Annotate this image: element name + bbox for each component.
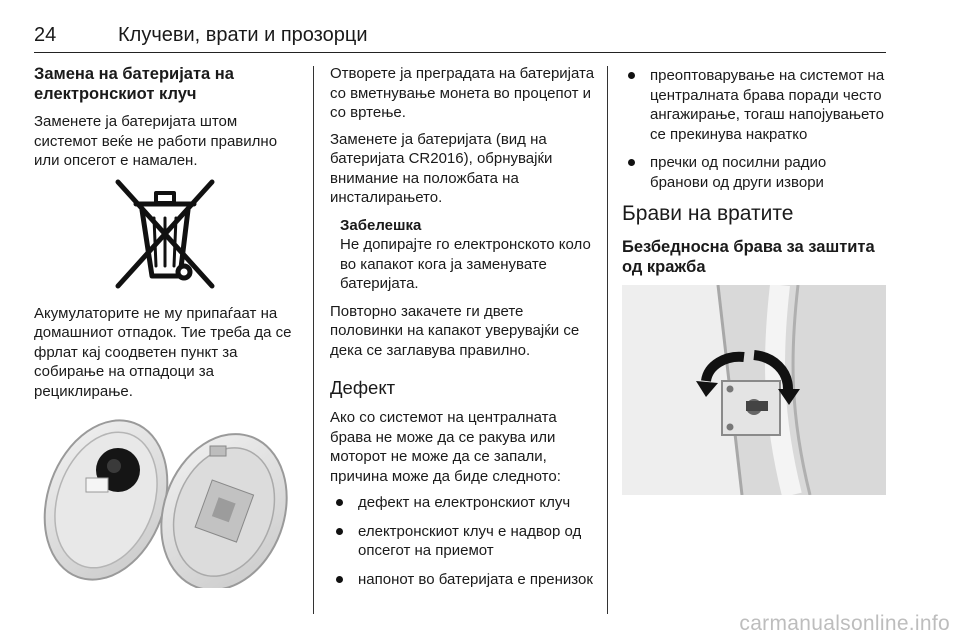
note-box xyxy=(330,216,595,294)
crossed-bin-icon xyxy=(34,178,296,290)
list-item: дефект на електронскиот клуч xyxy=(330,493,595,513)
paragraph: Ако со системот на централната брава не може да се ракува или моторот не може да се запали, причина може да биде следното: xyxy=(330,409,561,485)
page-number: 24 xyxy=(34,23,57,46)
bullet-dot xyxy=(628,72,635,79)
bullet-dot xyxy=(336,499,343,506)
list-item: пречки од посилни радио бранови од други извори xyxy=(622,153,887,192)
note-title: Забелешка xyxy=(340,216,422,234)
door-lock-figure xyxy=(622,285,886,495)
paragraph: Повторно закачете ги двете половинки на капакот уверувајќи се дека се заглавува правилно. xyxy=(330,302,580,359)
bullet-dot xyxy=(336,528,343,535)
section-heading-battery: Замена на батеријата на електронскиот клуч xyxy=(34,65,234,103)
list-item: напонот во батеријата е пренизок xyxy=(330,570,595,590)
subheading-anti-theft-lock: Безбедносна брава за заштита од кражба xyxy=(622,238,875,276)
paragraph: Акумулаторите не му припаѓаат на домашниот отпадок. Тие треба да се фрлат кај соодветен пункт за собирање на отпадоци за рециклирање. xyxy=(34,304,292,400)
key-fob-figure xyxy=(34,408,296,588)
fault-heading: Дефект xyxy=(330,377,396,398)
section-heading-door-locks: Брави на вратите xyxy=(622,202,794,225)
footer-watermark: carmanualsonline.info xyxy=(739,612,950,635)
column-3 xyxy=(622,64,887,495)
paragraph: Отворете ја преградата на батеријата со вметнување монета во процепот и со вртење. xyxy=(330,65,595,121)
list-item: преоптоварување на системот на централната брава поради често ангажирање, тогаш напојувањето се прекинува накратко xyxy=(622,66,887,144)
fault-list xyxy=(330,493,595,589)
page-header xyxy=(34,18,886,53)
list-item: електронскиот клуч е надвор од опсегот на приемот xyxy=(330,522,595,561)
chapter-title: Клучеви, врати и прозорци xyxy=(118,23,368,46)
bullet-dot xyxy=(336,576,343,583)
fault-list-continued xyxy=(622,66,887,192)
column-2 xyxy=(330,64,595,598)
column-1 xyxy=(34,64,296,588)
note-text: Не допирајте го електронското коло во капакот кога ја заменувате батеријата. xyxy=(340,236,591,292)
bullet-dot xyxy=(628,159,635,166)
column-divider-2 xyxy=(607,66,608,614)
paragraph: Заменете ја батеријата штом системот веќе не работи правилно или опсегот е намален. xyxy=(34,113,278,169)
paragraph: Заменете ја батеријата (вид на батеријата CR2016), обрнувајќи внимание на положбата на инсталирањето. xyxy=(330,130,553,206)
column-divider-1 xyxy=(313,66,314,614)
